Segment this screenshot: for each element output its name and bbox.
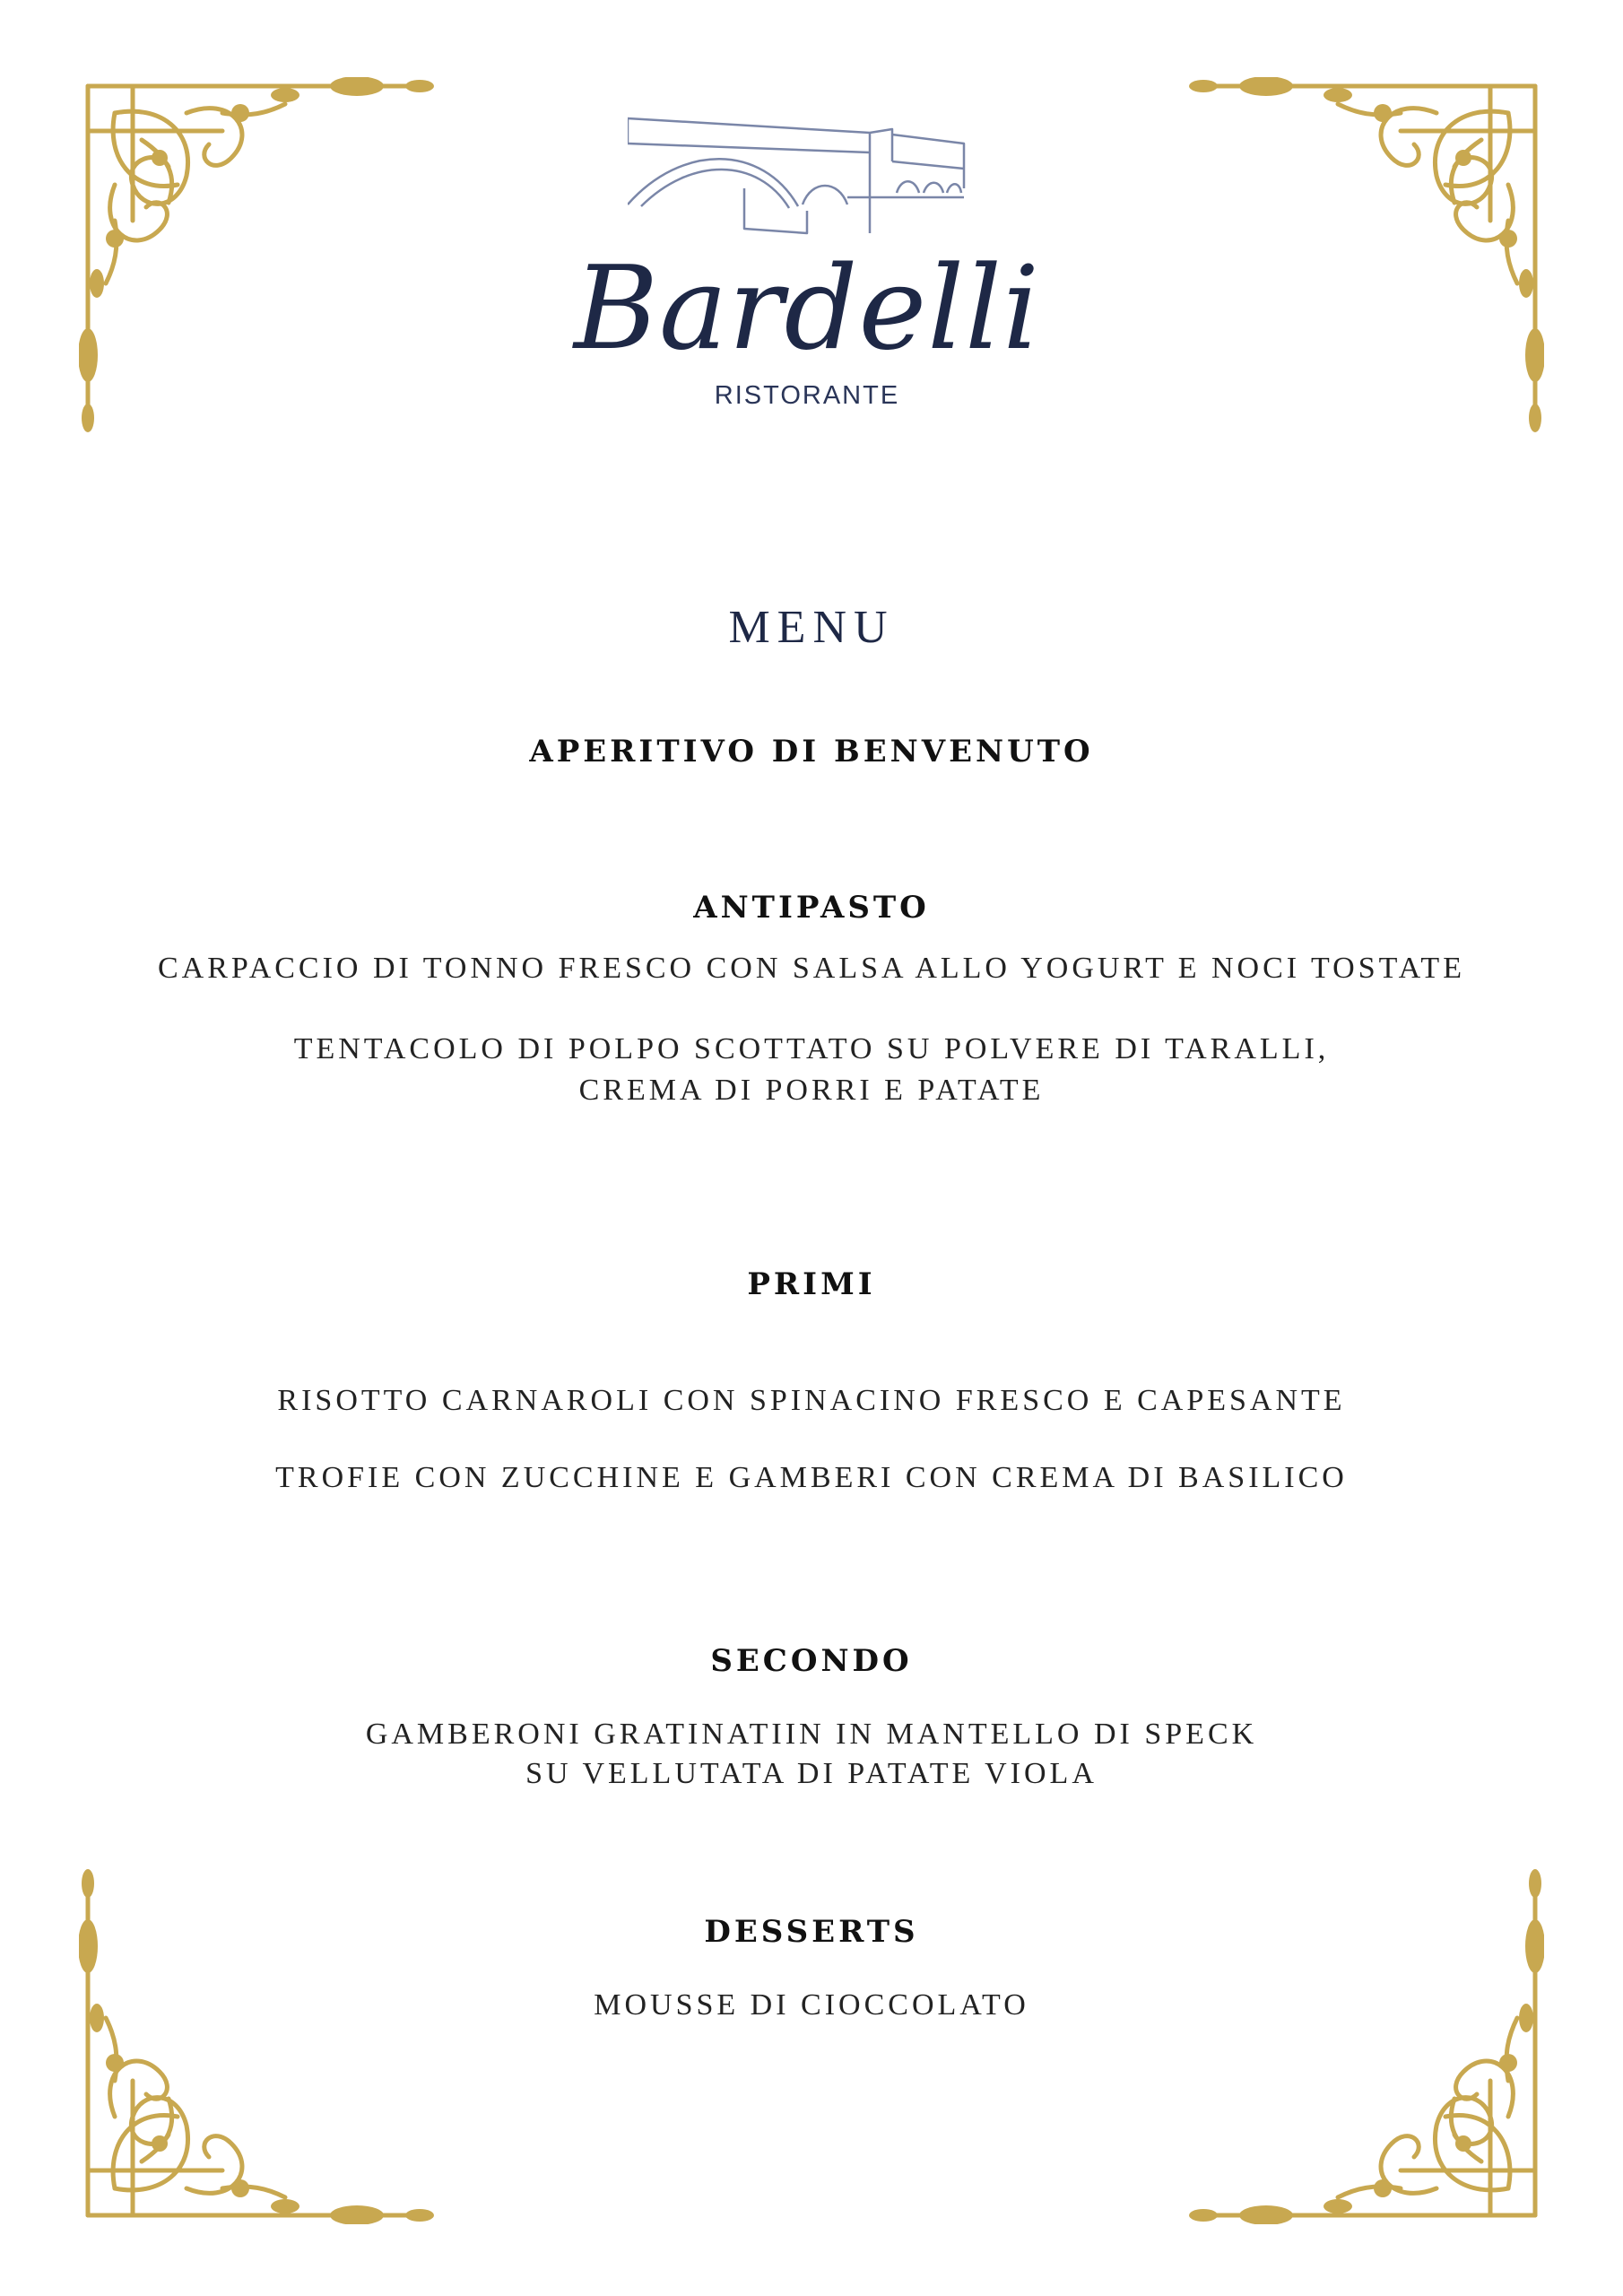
dish-primi-2: TROFIE CON ZUCCHINE E GAMBERI CON CREMA DI BASILICO [275,1461,1348,1494]
section-heading-secondo: SECONDO [710,1643,913,1679]
section-heading-primi: PRIMI [747,1266,876,1302]
corner-ornament-bottom-right-icon [1167,1848,1544,2224]
dish-antipasto-1: CARPACCIO DI TONNO FRESCO CON SALSA ALLO YOGURT E NOCI TOSTATE [158,952,1465,985]
section-heading-aperitivo: APERITIVO DI BENVENUTO [529,734,1094,770]
corner-ornament-top-right-icon [1167,77,1544,454]
dish-desserts-1: MOUSSE DI CIOCCOLATO [594,1988,1029,2022]
dish-antipasto-2-line1: TENTACOLO DI POLPO SCOTTATO SU POLVERE DI TARALLI, [293,1032,1330,1065]
dish-antipasto-2-line2: CREMA DI PORRI E PATATE [578,1074,1045,1107]
dish-secondo-1-line2: SU VELLUTATA DI PATATE VIOLA [525,1757,1098,1790]
restaurant-subtitle: RISTORANTE [714,381,900,410]
restaurant-name: Bardelli [573,242,1041,376]
menu-title: MENU [728,602,895,653]
dish-secondo-1-line1: GAMBERONI GRATINATIIN IN MANTELLO DI SPECK [365,1718,1258,1751]
section-heading-antipasto: ANTIPASTO [693,890,930,926]
dish-primi-1: RISOTTO CARNAROLI CON SPINACINO FRESCO E CAPESANTE [277,1384,1346,1417]
restaurant-logo [538,108,1076,422]
section-heading-desserts: DESSERTS [704,1914,919,1950]
corner-ornament-top-left-icon [79,77,456,454]
corner-ornament-bottom-left-icon [79,1848,456,2224]
bridge-logo-icon [628,108,986,242]
